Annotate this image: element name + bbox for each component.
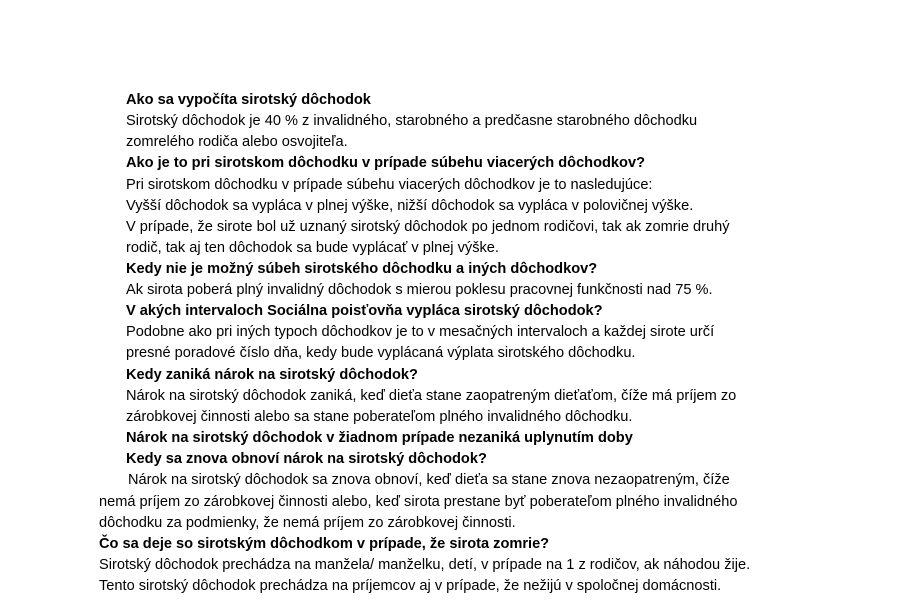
paragraph-line: Tento sirotský dôchodok prechádza na príjemcov aj v prípade, že nežijú v spoločnej domácnosti.: [99, 578, 722, 594]
heading-intervals: V akých intervaloch Sociálna poisťovňa vypláca sirotský dôchodok?: [126, 303, 603, 319]
paragraph-line: zomrelého rodiča alebo osvojiteľa.: [126, 134, 348, 150]
paragraph-line: Sirotský dôchodok prechádza na manžela/ manželku, detí, v prípade na 1 z rodičov, ak náhodou žije.: [99, 557, 751, 573]
paragraph-line: nemá príjem zo zárobkovej činnosti alebo, keď sirota prestane byť poberateľom plného invalidného: [99, 494, 738, 510]
paragraph-line: Sirotský dôchodok je 40 % z invalidného, starobného a predčasne starobného dôchodku: [126, 113, 698, 129]
heading-renewal: Kedy sa znova obnoví nárok na sirotský dôchodok?: [126, 451, 487, 467]
paragraph-line: Podobne ako pri iných typoch dôchodkov je to v mesačných intervaloch a každej sirote určí: [126, 324, 715, 340]
paragraph-line: Nárok na sirotský dôchodok sa znova obnoví, keď dieťa sa stane znova nezaopatreným, číže: [128, 472, 730, 488]
paragraph-line: presné poradové číslo dňa, kedy bude vyplácaná výplata sirotského dôchodku.: [126, 345, 636, 361]
heading-termination: Kedy zaniká nárok na sirotský dôchodok?: [126, 367, 418, 383]
heading-no-expiry: Nárok na sirotský dôchodok v žiadnom prípade nezaniká uplynutím doby: [126, 430, 633, 446]
heading-orphan-death: Čo sa deje so sirotským dôchodkom v prípade, že sirota zomrie?: [99, 536, 550, 552]
paragraph-line: Nárok na sirotský dôchodok zaniká, keď dieťa stane zaopatreným dieťaťom, číže má príjem zo: [126, 388, 737, 404]
paragraph-line: Vyšší dôchodok sa vypláca v plnej výške, nižší dôchodok sa vypláca v polovičnej výške.: [126, 198, 694, 214]
paragraph-line: zárobkovej činnosti alebo sa stane poberateľom plného invalidného dôchodku.: [126, 409, 633, 425]
heading-calculation: Ako sa vypočíta sirotský dôchodok: [126, 92, 371, 108]
heading-no-concurrence: Kedy nie je možný súbeh sirotského dôchodku a iných dôchodkov?: [126, 261, 598, 277]
paragraph-line: dôchodku za podmienky, že nemá príjem zo zárobkovej činnosti.: [99, 515, 516, 531]
paragraph-line: rodič, tak aj ten dôchodok sa bude vyplácať v plnej výške.: [126, 240, 499, 256]
paragraph-line: Pri sirotskom dôchodku v prípade súbehu viacerých dôchodkov je to nasledujúce:: [126, 177, 653, 193]
paragraph-line: Ak sirota poberá plný invalidný dôchodok s mierou poklesu pracovnej funkčnosti nad 75 %.: [126, 282, 713, 298]
paragraph-line: V prípade, že sirote bol už uznaný sirotský dôchodok po jednom rodičovi, tak ak zomrie druhý: [126, 219, 730, 235]
heading-multiple-pensions: Ako je to pri sirotskom dôchodku v prípade súbehu viacerých dôchodkov?: [126, 155, 645, 171]
